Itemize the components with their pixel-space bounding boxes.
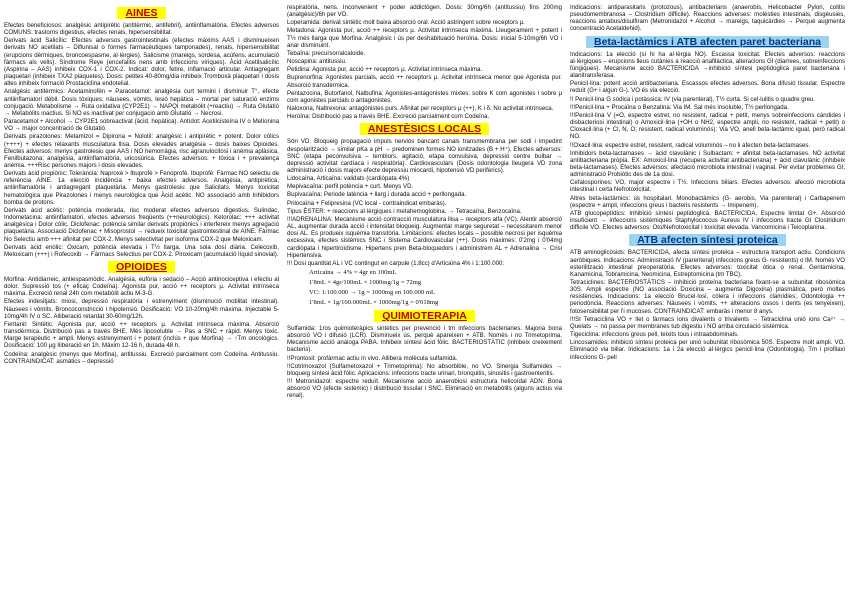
paragraph: !!!SI Tetraciclina VO + llet o fàrmacs ions divalents o trivalents → Tetraciclina unió ions Ca²⁺ → Quelats → no passa per membranes tub digestiu i NO arriba circulació sistèmica. — [570, 315, 845, 330]
paragraph: Derivats àcid acètic: potència moderada, risc moderat efectes adversos digestius. Sulindac, Indometacina: antiinflamatori, efectes adversos freqüents (++neurològics). Ketorolac: +++ activitat analgèsica i Dolor còlic. Diclofenac: potència similar derivats propiònics i interfereix menys agregació plaquetària. Associació Diclofenac + Misoprostol → redueix toxicitat gastrointestinal de AINE. Fàrmac No Selectiu amb +++ afinitat per COX-2. Menys selectivitat per isoforma COX-2 que Meloxicam. — [4, 206, 279, 243]
paragraph: Són VD. Bloqueig propagació impuls nerviós bancant canals transmembrana per sodi i impedint despolarització → similar pKa a pH → predominen formes NO ionitzades (B + H⁺). Efectes adversos: SNC (etapa peconvulsiva – temblors, agitació, etapa convulsiva, depressió centre bulbar → depressió activitat cardíaca i respiratòria). Cardiovasculars (Dosis odontologia lleugera VD zona administració i dosis majors efecte depressiu miocardi, hipotensió VD perifèrics). — [287, 138, 562, 174]
paragraph: Lidocaïna, Articaïna: validats (cardiòpata 4%) — [287, 175, 410, 183]
formula-articaine-calc: 1'8mL × 4gr/100mL × 1000mg/1g = 72mg — [309, 279, 422, 286]
paragraph: ATB aminoglicòsids: BACTERICIDA, afecta síntesi proteica – estructura transport actiu. Condicions aeròbiques. Indicacions: Administració IV (parenteral) infeccions greus G- resistents) o IM. Només VO esterilització intestinal preoperatòria. Efectes adversos: toxicitat òtica o renal. Gentamicina, Kanamicina, Tobramicina, Neomicina, Estreptomicina (tm TBC). — [570, 249, 846, 278]
formula-vasoconstrictor-calc: 1'8mL × 1g/100.000mL × 1000mg/1g = 0'018mg — [309, 299, 439, 306]
paragraph: !!Cotrimoxazol (Sulfametoxazol + Trimetoprima): No absorbible, no VO. Sinergia Sulfamides → bloqueig síntesi àcid fòlic. Aplicacions: infeccions tracte urinari, bronquitis, sinusitis i gastroenteritis. — [287, 362, 562, 377]
paragraph: Heroïna: Distribució pas a través BHE. Excreció parcialment com Codeïna. — [287, 113, 490, 121]
paragraph: !!! Dosi quantitat AL i VC contingut en carpule (1,8cc) d'Articaïna 4% i 1:100.000: — [287, 259, 505, 267]
paragraph: Analgèsic antitèrmics: Acetaminofèn = Paracetamol: analgèsia curt termini i disminuir T°, efecte antiinflamatori dèbil. Dosis tòxiques: nàusees, vòmits, lesió hepàtica – mortal per saturació enzims conjugació. Metabolisme → Ruta oxidativa (CYP2E1) → NAPQI metabòlit (+reactiu) → Ruta Glutatió → Metabòlits inactius. Si NO es inactivat per conjugació amb Glutatió → Necrosi. — [4, 88, 279, 117]
paragraph: Derivats àcid Salicílic: Efectes adversos gastrointestinals (efectes màxims AAS i disminueixen derivats NO acetilats – Diflunisal o formes farmacèutiques tamponades), renals, hipersensibilitat (erupcions dèrmiques, broncoespasme, al·lèrgies). Salicisme (mareigs, sordesa, acúfens, acumulació fàrmacs als vells). Síndrome Reye (encefalitis nens amb infeccions víriques). Àcid Acetilsalicílic (Aspirina – AAS) inhibeix COX-1 i COX-2. Indicat: dolor, febre, inflamació articular. Antiagregant plaquetari (inhibeix TXA2 plaquetes). Dosis: petites 40-80mg/dia inhibeix Tromboxà plaquetari i dosis altes inhibeix formació Prostaciclina endotelial. — [4, 37, 279, 88]
paragraph: Pentazocina, Butorfanol, Nalbufina: Agonistes-antagonistes mixtes: sobre K com agonistes i sobre μ com agonistes parcials o antagonistes. — [287, 89, 562, 104]
heading-sintesi-proteica: ATB afecten síntesi proteica — [629, 234, 785, 246]
paragraph: Efectes indesitjats: miosi, depressió respiratòria i estrenyiment (disminució motilitat intestinal). Nàusees i vòmits. Broncoconstricció i hipotensió. Dosificació: VO 10-20mg/4h màxima. Injectable 5-10mg/4h IV o SC. Alliberació retardat 30-60mg/12h. — [4, 298, 279, 320]
column-middle — [287, 4, 562, 401]
paragraph: Naloxona, Naltrexona: antagonistes purs. Afinitat per receptors μ (++), K i δ. No activitat intrínseca. — [287, 105, 554, 113]
paragraph: !!!Penicil·lina + Procaïna o Benzatina: Via IM. Sal més insoluble, T½ perllongada. — [570, 103, 789, 111]
paragraph: Fentanil: Sintètic. Agonista pur, acció ++ receptors μ. Activitat intrínseca màxima. Absorció transdèrmica. Distribució pas a través BHE. Més liposoluble → Pas a SNC + ràpid. Menys tòxic. Marge terapèutic + ampli. Menys estrenyiment i + potent (inclús + que Morfina) → ↑Tm oncològics. Dosificació: 100 μg Iliberació en 1h. Màxim 12-16 h, durada 48 h. — [4, 320, 279, 350]
paragraph: Petidina: Agonista pur, acció ++ receptors μ. Activitat intrínseca màxima. — [287, 66, 483, 74]
paragraph: Tetraciclines: BACTERIOSTÀTICS – Inhibició proteïna bacteriana fixant-se a subunitat ribosòmica 30S. Ampli espectre (NO associació Doxicina – augmenta Digoxina) plasmàtica, però moltes resistències. Indicacions: 1a elecció Brucel·losi, cólera i infeccions clamídies; Odontologia ++ periodòncia. Reaccions adverses: Nàusees i vòmits, ++ alteracions ossos i dents (es tenyeixen), fotosensibilitat per l'i mucoses. CONTRAINDICAT: embaràs i menor 8 anys. — [570, 279, 845, 315]
paragraph: Mepivacaïna: perfil potència + curt. Menys VD. — [287, 183, 414, 191]
paragraph: Codeïna: analgèsic (menys que Morfina), antitussiu. Excreció parcialment com Codeïna. Antitussiu. CONTRAINDICAT: asmàtics – depressió — [4, 350, 279, 365]
heading-anestesics-locals: ANESTÈSICS LOCALS — [360, 123, 489, 135]
paragraph: respiratòria, nens. Inconvenient + poder addictògen. Dosis: 30mg/6h (antitussiu) fins 200mg (analgèsic)/6h per VO. — [287, 4, 562, 19]
paragraph: Inhibidors beta-lactamases → àcid clavulànic i Sulbactam: + afinitat beta-lactamases. NO activitat antibacteriana pròpia. EX: Amoxicil·lina (recupera activitat antibacteriana) + àcid clavulànic (inhibeix beta-lactamases). Efectes adversos: afectació microbiota intestinal i vaginal. Per evitar problemes GI, administració Probiòtic des de 1a dosi. — [570, 149, 845, 179]
paragraph: Bupivacaïna: Periode latència + llarg i durada acció + perllongada. — [287, 191, 467, 199]
paragraph: Derivats àcid propiònic: Tolerància: Naproxè > Ibuprofè > Fenoprofè. Ibuprofè: Fàrmac NO selectiu de referència AINE. 1a elecció incidència + baixa efectes adversos. Analgèsia, antipirètica, antiinflamatòria i antiagregant plaquetària. Menys gastrolesiu que Salicilats. Menys toxicitat hematològica que Pirazolones i menys neurològica que Àcid acètic. NO associació amb Inhibidors bomba de protons. — [4, 170, 279, 206]
paragraph: !! Penicil·lina G sòdica i potàssica: IV (via parenteral), T½ curta. Si cel·lulitis o quadre greu. — [570, 95, 816, 103]
paragraph: Penicil·lina: potent acció antibacteriana. Escassos efectes adversos. Bona difusió tissular. Espectre reduït (G+ i algun G-). VO és via elecció. — [570, 80, 845, 95]
paragraph: Buprenorfina: Agonistes parcials, acció ++ receptors μ. Activitat intrínseca menor que Agonista pur. Absorció transdèrmica. — [287, 74, 562, 89]
paragraph: Loperamida: derivat sintètic molt baixa absorció oral. Acció astringent sobre receptors μ. — [287, 19, 525, 27]
paragraph: Paracetamol + Alcohol → CYP2E1 sobreactivat (àcid. hepàtica). Antídot: Acetilcisteïna IV o Metionina VO → major concentració de Glutatió. — [4, 118, 279, 133]
heading-beta-lactamics: Beta-lactàmics i ATB afecten paret bacteriana — [586, 36, 829, 48]
paragraph: !!Oxacil·lina: espectre estret, resistent, radical voluminós – no li afecten beta-lactamases. — [570, 141, 811, 149]
column-right — [570, 4, 845, 362]
paragraph: Lincosamides: inhibició síntesi proteica per unió subunitat ribosòmica 50S. Espectre molt ampli. VO. Eliminació via biliar. Indicacions: 1a i 2a elecció al·lèrgics penicil·lina (Odontologia). Tm i profilaxi infeccions G- pell — [570, 339, 845, 361]
paragraph: Efectes beneficiosos: analgèsic antipirètic (antitèrmic, antifebril), antiinflamatòria. Efectes adversos COMUNS: trastorns digestius, efectes renals, hipersensibilitat. — [4, 22, 279, 37]
paragraph: ATB glucopeptídics: Inhibició síntesi peptidoglicà. BACTERICIDA. Espectre limitat G+. Absorció insuficient → infeccions sistèmiques Staphylococcus Aureus IV i infeccions tracte GI Clostridium difficile VO. Efectes adversos: Oto/Nefrotoxicitat i toxicitat elevada. Vancomicina i Teicoplanina. — [570, 209, 845, 232]
paragraph: Tebaïna: precursor/alcaloide. — [287, 49, 366, 57]
formula-vasoconstrictor: VC: 1:100.000 → 1g = 1000mg en 100.000 mL — [309, 289, 436, 296]
heading-opioides: OPIOIDES — [108, 261, 175, 273]
paragraph: !!!Penicil·lina V (=O, espectre estret, no resistent, radical + petit, menys sobreinfeccions càndides i disbacteriosi intestinal) o Amoxicil·lina (+OH o NH2, espectre ampli, no resistent, radical + petit) o Cloxacil·lina (+ Cl, N, O; resistent, radical voluminós): Via VO, anell beta-lactàmic igual, però radical NO. — [570, 111, 845, 141]
paragraph: !!!ADRENALINA: Mecanisme acció contracció musculatura llisa – receptors alfa (VC). Alentir absorció AL, augmentar durada acció i intensitat bloqueig. Augmentar marge seguretat – necessitarem menor dosi AL. Es produeix isquèmia transitòria. Limitacions: efectes locals – possible necrosi per isquèmia excessiva, efectes sistèmics SNC i Sistema Cardiovascular (++). Dosis màximes: 0'2mg i 0'04mg cardiòpata i hipertiroïdisme. Hipertens pren Beta-bloquedors i administrem AL + Adrenalina → Crisi Hipertensiva. — [287, 215, 562, 259]
formula-articaine: Articaïna → 4% = 4gr en 100mL — [309, 269, 397, 276]
paragraph: Metadona: Agonista pur, acció ++ receptors μ. Activitat intrínseca màxima. Lleugerament + potent i T½ més llarga que Morfina. Analgèsic i ús per deshabituació heroïna. Dosis: inicial 5-10mg/6h VO i anar disminuint. — [287, 27, 562, 49]
paragraph: Sulfamida: 1ros quimioteràpics sintètics per prevenció i tm infeccions bacterianes. Majoria bona absorció VO i difusió (LCR). Disminueix ús, perquè apareixen + ATB. Nomès i no Trimetoprima. Mecanisme acció analoga PABA. Inhibeix síntesi àcid fòlic. BACTERIOSTÀTIC (inhibeix creixement bacteris). — [287, 325, 562, 354]
paragraph: Prilocaïna + Felipresina (VC local - contraindicat embaràs). — [287, 199, 447, 207]
column-left — [4, 4, 279, 366]
paragraph: Indicacions: 1a elecció (si hi ha al·lèrgia NO). Escassa toxicitat. Efectes adversos: reaccions al·lèrgiques – erupcions lleus cutànies a reacció anafilàctica, alteracions GI (diarrees, sobreinfeccions fúngiques). Mecanisme acció BACTERICIDA →inhibició síntesi peptidoglicà paret bacteriana i alanitransferasa. — [570, 50, 845, 80]
heading-aines: AINES — [117, 7, 165, 19]
paragraph: Cefalosporines: VO, major espectre i T½. Infeccions biliars. Efectes adversos: afecció microbiota intestinal i certa Nefrotoxicitat. — [570, 179, 845, 194]
paragraph: !!Prontosil: profàrmac actiu in vivo. Allibera molècula sulfamida. — [287, 354, 458, 362]
paragraph: Morfina: Antidiarreic, antiespasmòdic. Analgèsia, eufòria i sedació – Acció antinociceptiva i efectiu al dolor. Supressió tos (+ eficaç Codeïna). Agonista pur, acció ++ receptors μ. Activitat intrínseca màxima. Excreció renal 24h com metabòlit actiu M-3-G. — [4, 276, 279, 298]
paragraph: Altres beta-lactàmics: ús hospitalari. Monobactàmics (G- aerobis, Via parenteral) i Carbapenem (espectre + ampli, infeccions greus i bacteris resistents → Imipenem). — [570, 194, 845, 209]
heading-quimioterapia: QUIMIOTERAPIA — [374, 310, 475, 322]
paragraph: Tipus ÈSTER: + reaccions al·lèrgiques i metahemoglobina. → Tetracaïna, Benzocaïna. — [287, 207, 522, 215]
paragraph: !!! Metronidazol: espectre reduït. Mecanisme acció anaerobiosi estructura helicoïdal ADN. Bona absorció VO (efecte sistèmic) i distribució tissular i SNC. Eliminació en metabòlits (alguns actius via renal). — [287, 378, 562, 400]
paragraph: Tigeciclina: infeccions greus pell, teixits tous i intraabdominals. — [570, 331, 739, 339]
paragraph: Derivats àcid enòlic: Oxicam, potència elevada i T½ llarga. Una sola dosi diària. Celecoxib, Meloxicam (+++) i Rofecoxib → Fàrmacs Selectius per COX-2. Piroxicam (acumulació líquid sinovial). — [4, 243, 279, 258]
paragraph: Noscapina: antitussiu. — [287, 58, 347, 66]
paragraph: Indicacions: antiparasitaris (protozous), antibacterians (anaerobis, Helicobacter Pylori, colitis pseudomembranosa – Clostridium difficile). Reaccions adverses: molèsties intestinals, disgèusies, reaccions antabus/disulfiram (Metronidazol + Alcohol → mareigs, taquicàrdies → Perquè augmenta concentració Acetaldehid). — [570, 4, 845, 33]
paragraph: Derivats pirazolones: Metamizol = Dipirona = Nolotil: analgèsic i antipirètic + potent. Dolor còlics (++++) + efectes relaxants musculatura llisa. Dosis elevades analgèsia – dosis baixes Opioides. Efectes adversos: menys gastrolesiu que AAS i NO hemorràgia, risc agranulocitosi i anèmia aplàsica. Fenilbutazona: analgèsia, antiinflamatòria, uricosúrica. Efectes adversos: + tòxica i + prevalença anèmia. +++Risc persones majors i dosis elevades. — [4, 133, 279, 169]
